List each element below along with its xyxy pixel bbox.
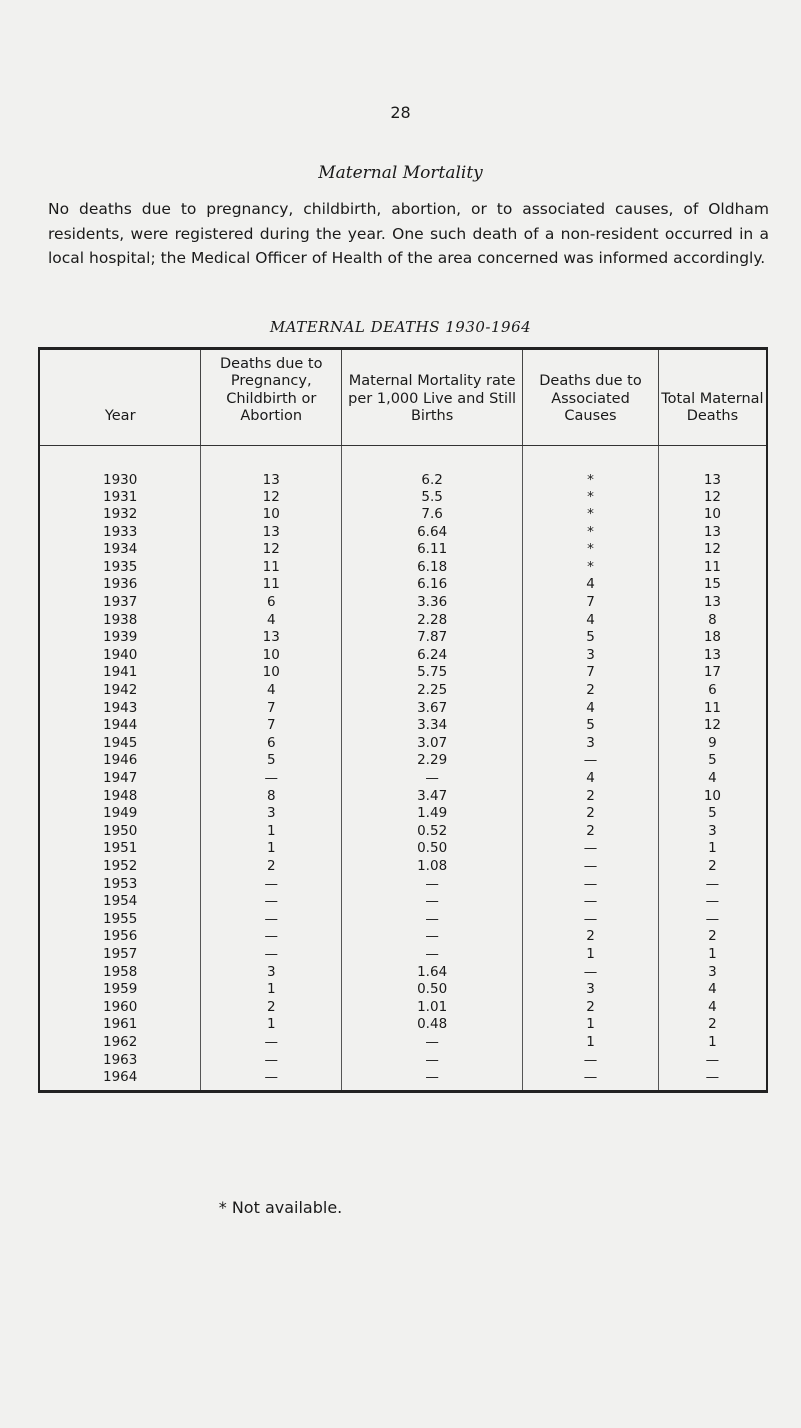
cell-mortality-rate: 1.08 [342,858,523,876]
cell-associated-deaths: 7 [523,664,659,682]
cell-pregnancy-deaths: — [201,893,342,911]
cell-pregnancy-deaths: 7 [201,700,342,718]
cell-mortality-rate: 5.75 [342,664,523,682]
cell-mortality-rate: 3.34 [342,717,523,735]
cell-mortality-rate: — [342,876,523,894]
cell-year: 1934 [103,541,138,558]
table-row [40,964,766,982]
cell-mortality-rate: 6.64 [342,524,523,542]
table-row [40,717,766,735]
cell-total-deaths: 2 [658,1016,766,1034]
cell-year: 1935 [103,558,138,575]
cell-total-deaths: 17 [658,664,766,682]
cell-pregnancy-deaths: 13 [201,524,342,542]
table-row [40,735,766,753]
cell-mortality-rate: 2.29 [342,752,523,770]
cell-pregnancy-deaths: 11 [201,576,342,594]
cell-mortality-rate: 0.52 [342,823,523,841]
cell-year: 1959 [103,981,138,998]
cell-total-deaths: 1 [658,840,766,858]
cell-pregnancy-deaths: 13 [201,629,342,647]
cell-pregnancy-deaths: — [201,1052,342,1070]
table-row [40,946,766,964]
header-row [40,350,766,445]
cell-associated-deaths: 4 [523,612,659,630]
table-row [40,999,766,1017]
cell-mortality-rate: — [342,911,523,929]
table-row [40,893,766,911]
table-row [40,559,766,577]
cell-total-deaths: 8 [658,612,766,630]
table-title: MATERNAL DEATHS 1930-1964 [269,318,532,336]
table-row [40,788,766,806]
cell-associated-deaths: — [523,840,659,858]
table-row [40,682,766,700]
cell-pregnancy-deaths: 6 [201,735,342,753]
cell-total-deaths: 13 [658,445,766,489]
cell-year: 1940 [103,646,138,663]
cell-pregnancy-deaths: 1 [201,823,342,841]
cell-year: 1944 [103,717,138,734]
cell-pregnancy-deaths: 3 [201,805,342,823]
cell-associated-deaths: 2 [523,928,659,946]
cell-year: 1937 [103,594,138,611]
cell-pregnancy-deaths: 3 [201,964,342,982]
cell-year: 1949 [103,805,138,822]
cell-mortality-rate: 3.67 [342,700,523,718]
table-row [40,664,766,682]
header-associated-deaths: Deaths due to Associated Causes [523,350,659,445]
table-row [40,489,766,507]
cell-mortality-rate: — [342,1069,523,1090]
cell-associated-deaths: 2 [523,805,659,823]
table-row [40,823,766,841]
cell-associated-deaths: 5 [523,717,659,735]
cell-associated-deaths: * [523,559,659,577]
cell-mortality-rate: 7.87 [342,629,523,647]
table-row [40,541,766,559]
cell-year: 1964 [103,1069,138,1086]
cell-pregnancy-deaths: — [201,928,342,946]
cell-associated-deaths: 3 [523,981,659,999]
cell-total-deaths: 1 [658,1034,766,1052]
cell-mortality-rate: 3.36 [342,594,523,612]
cell-associated-deaths: 7 [523,594,659,612]
cell-associated-deaths: — [523,964,659,982]
footnote: * Not available. [218,1198,343,1217]
cell-associated-deaths: 3 [523,647,659,665]
cell-mortality-rate: — [342,893,523,911]
cell-total-deaths: 2 [658,928,766,946]
cell-pregnancy-deaths: 2 [201,858,342,876]
cell-total-deaths: 11 [658,700,766,718]
cell-year: 1953 [103,875,138,892]
cell-year: 1948 [103,787,138,804]
cell-year: 1942 [103,682,138,699]
table-row [40,1052,766,1070]
cell-pregnancy-deaths: 1 [201,840,342,858]
cell-total-deaths: 12 [658,541,766,559]
maternal-deaths-table [40,350,766,1090]
table-row [40,1069,766,1090]
cell-pregnancy-deaths: 13 [201,445,342,489]
table-row [40,1016,766,1034]
cell-associated-deaths: * [523,506,659,524]
table-row [40,840,766,858]
cell-year: 1938 [103,611,138,628]
intro-paragraph: No deaths due to pregnancy, childbirth, abortion, or to associated causes, of Oldham residents, were registered during the year. One such death of a non-resident occurred in a local hospital; the Medical Officer of Health of the area concerned was informed accordingly. [48,200,769,267]
cell-total-deaths: 12 [658,717,766,735]
cell-total-deaths: 5 [658,805,766,823]
cell-total-deaths: 11 [658,559,766,577]
table-row [40,752,766,770]
cell-pregnancy-deaths: 12 [201,489,342,507]
cell-associated-deaths: 3 [523,735,659,753]
cell-total-deaths: 5 [658,752,766,770]
cell-pregnancy-deaths: 10 [201,506,342,524]
table-row [40,805,766,823]
cell-pregnancy-deaths: 10 [201,664,342,682]
cell-year: 1936 [103,576,138,593]
cell-mortality-rate: 6.11 [342,541,523,559]
cell-year: 1955 [103,910,138,927]
cell-pregnancy-deaths: 7 [201,717,342,735]
cell-year: 1931 [103,488,138,505]
cell-associated-deaths: 4 [523,700,659,718]
cell-total-deaths: 1 [658,946,766,964]
header-total-deaths: Total Maternal Deaths [658,350,766,445]
cell-mortality-rate: — [342,928,523,946]
table-row [40,506,766,524]
cell-associated-deaths: * [523,541,659,559]
cell-year: 1945 [103,734,138,751]
table-row [40,928,766,946]
cell-associated-deaths: — [523,858,659,876]
cell-year: 1946 [103,752,138,769]
cell-pregnancy-deaths: 5 [201,752,342,770]
cell-total-deaths: — [658,1069,766,1090]
cell-associated-deaths: 4 [523,770,659,788]
cell-pregnancy-deaths: 4 [201,612,342,630]
cell-associated-deaths: 2 [523,788,659,806]
cell-total-deaths: 12 [658,489,766,507]
cell-total-deaths: 9 [658,735,766,753]
cell-year: 1933 [103,523,138,540]
cell-mortality-rate: 6.16 [342,576,523,594]
cell-total-deaths: 2 [658,858,766,876]
cell-associated-deaths: * [523,489,659,507]
table-row [40,981,766,999]
header-year: Year [40,350,201,445]
cell-associated-deaths: — [523,1069,659,1090]
cell-year: 1951 [103,840,138,857]
cell-total-deaths: 10 [658,788,766,806]
cell-total-deaths: 13 [658,524,766,542]
cell-mortality-rate: 6.24 [342,647,523,665]
maternal-deaths-table-frame [38,347,768,1093]
page-number: 28 [390,103,411,122]
cell-pregnancy-deaths: 8 [201,788,342,806]
cell-year: 1962 [103,1033,138,1050]
cell-total-deaths: 6 [658,682,766,700]
cell-pregnancy-deaths: 11 [201,559,342,577]
cell-associated-deaths: — [523,752,659,770]
cell-mortality-rate: 0.50 [342,840,523,858]
cell-pregnancy-deaths: 10 [201,647,342,665]
cell-mortality-rate: 7.6 [342,506,523,524]
cell-total-deaths: 18 [658,629,766,647]
cell-total-deaths: 13 [658,647,766,665]
table-row [40,770,766,788]
table-row [40,445,766,489]
cell-associated-deaths: 2 [523,999,659,1017]
section-title: Maternal Mortality [318,163,483,183]
cell-year: 1932 [103,506,138,523]
cell-mortality-rate: 2.25 [342,682,523,700]
cell-year: 1947 [103,770,138,786]
cell-year: 1954 [103,893,138,910]
cell-year: 1941 [103,664,138,681]
cell-mortality-rate: 1.01 [342,999,523,1017]
table-row [40,1034,766,1052]
cell-mortality-rate: 0.50 [342,981,523,999]
cell-total-deaths: 15 [658,576,766,594]
cell-year: 1939 [103,629,138,646]
cell-associated-deaths: * [523,524,659,542]
cell-pregnancy-deaths: — [201,946,342,964]
cell-pregnancy-deaths: 4 [201,682,342,700]
table-row [40,612,766,630]
cell-pregnancy-deaths: — [201,770,342,788]
cell-pregnancy-deaths: 2 [201,999,342,1017]
cell-associated-deaths: 1 [523,1016,659,1034]
cell-pregnancy-deaths: — [201,876,342,894]
cell-total-deaths: 13 [658,594,766,612]
cell-pregnancy-deaths: — [201,1069,342,1090]
cell-year: 1952 [103,857,138,874]
cell-total-deaths: — [658,911,766,929]
cell-pregnancy-deaths: 6 [201,594,342,612]
table-row [40,594,766,612]
cell-mortality-rate: 2.28 [342,612,523,630]
cell-pregnancy-deaths: 12 [201,541,342,559]
cell-total-deaths: 4 [658,770,766,788]
cell-total-deaths: — [658,893,766,911]
cell-pregnancy-deaths: — [201,911,342,929]
cell-year: 1960 [103,998,138,1015]
table-row [40,576,766,594]
cell-year: 1950 [103,822,138,839]
cell-associated-deaths: * [523,445,659,489]
cell-associated-deaths: 2 [523,823,659,841]
cell-total-deaths: 3 [658,823,766,841]
cell-year: 1957 [103,945,138,962]
table-row [40,700,766,718]
table-header [40,350,766,445]
cell-total-deaths: 10 [658,506,766,524]
cell-total-deaths: — [658,1052,766,1070]
cell-mortality-rate: — [342,1034,523,1052]
cell-associated-deaths: — [523,1052,659,1070]
table-row [40,876,766,894]
table-body [40,445,766,1090]
cell-mortality-rate: 3.07 [342,735,523,753]
cell-total-deaths: 3 [658,964,766,982]
cell-year: 1958 [103,963,138,980]
header-mortality-rate: Maternal Mortality rate per 1,000 Live and Still Births [342,350,523,445]
cell-year: 1963 [103,1051,138,1068]
cell-mortality-rate: — [342,946,523,964]
cell-mortality-rate: 6.2 [342,445,523,489]
table-row [40,911,766,929]
cell-associated-deaths: — [523,876,659,894]
table-row [40,647,766,665]
table-row [40,629,766,647]
cell-mortality-rate: 5.5 [342,489,523,507]
cell-mortality-rate: 0.48 [342,1016,523,1034]
cell-associated-deaths: — [523,893,659,911]
cell-associated-deaths: 4 [523,576,659,594]
cell-pregnancy-deaths: 1 [201,1016,342,1034]
table-row [40,524,766,542]
cell-mortality-rate: — [342,770,523,788]
cell-year: 1930 [103,471,138,488]
cell-associated-deaths: 1 [523,946,659,964]
cell-year: 1943 [103,699,138,716]
cell-total-deaths: 4 [658,999,766,1017]
cell-mortality-rate: — [342,1052,523,1070]
cell-pregnancy-deaths: 1 [201,981,342,999]
cell-pregnancy-deaths: — [201,1034,342,1052]
cell-year: 1956 [103,928,138,945]
header-pregnancy-deaths: Deaths due to Pregnancy, Childbirth or Abortion [201,350,342,445]
cell-associated-deaths: 2 [523,682,659,700]
cell-total-deaths: — [658,876,766,894]
cell-associated-deaths: 5 [523,629,659,647]
cell-mortality-rate: 3.47 [342,788,523,806]
cell-mortality-rate: 1.49 [342,805,523,823]
table-row [40,858,766,876]
cell-mortality-rate: 1.64 [342,964,523,982]
cell-total-deaths: 4 [658,981,766,999]
cell-mortality-rate: 6.18 [342,559,523,577]
cell-associated-deaths: 1 [523,1034,659,1052]
cell-year: 1961 [103,1016,138,1033]
cell-associated-deaths: — [523,911,659,929]
